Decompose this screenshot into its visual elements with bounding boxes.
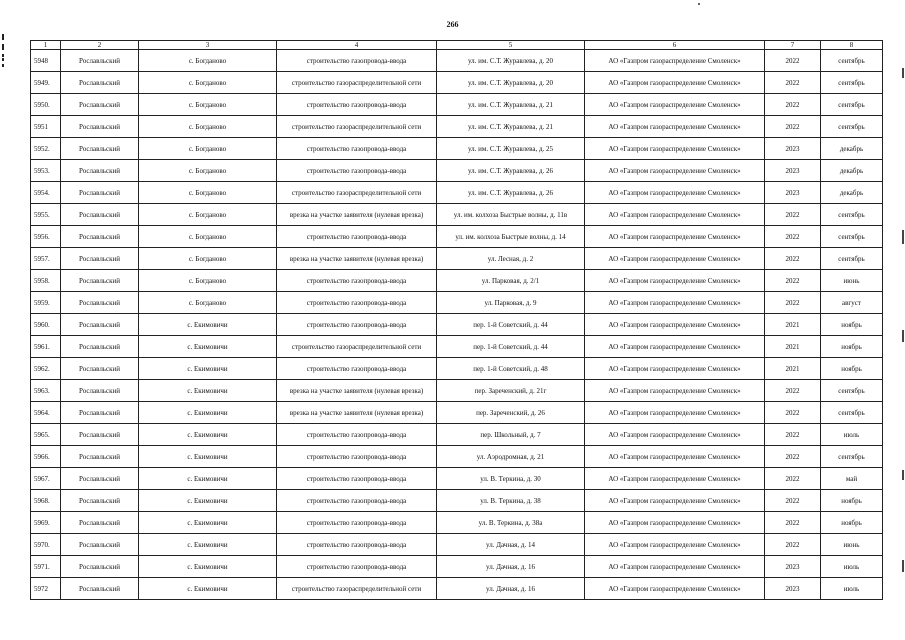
row-number-cell: 5956. xyxy=(31,226,61,248)
locality-cell: с. Екимовичи xyxy=(139,578,277,600)
table-row xyxy=(31,556,883,578)
district-cell: Рославльский xyxy=(61,226,139,248)
column-number-cell: 1 xyxy=(31,41,61,50)
district-cell: Рославльский xyxy=(61,116,139,138)
table-row xyxy=(31,94,883,116)
binding-hole-mark xyxy=(2,54,4,57)
district-cell: Рославльский xyxy=(61,50,139,72)
month-cell: декабрь xyxy=(821,160,883,182)
year-cell: 2023 xyxy=(765,578,821,600)
address-cell: ул. им. С.Т. Журавлева, д. 25 xyxy=(437,138,585,160)
month-cell: май xyxy=(821,468,883,490)
address-cell: ул. им. колхоза Быстрые волны, д. 11в xyxy=(437,204,585,226)
organization-cell: АО «Газпром газораспределение Смоленск» xyxy=(585,380,765,402)
table-row xyxy=(31,402,883,424)
month-cell: сентябрь xyxy=(821,226,883,248)
locality-cell: с. Богданово xyxy=(139,204,277,226)
year-cell: 2022 xyxy=(765,424,821,446)
address-cell: ул. им. С.Т. Журавлева, д. 26 xyxy=(437,160,585,182)
table-row xyxy=(31,468,883,490)
address-cell: ул. им. С.Т. Журавлева, д. 20 xyxy=(437,50,585,72)
work-type-cell: строительство газопровода-ввода xyxy=(277,292,437,314)
month-cell: август xyxy=(821,292,883,314)
address-cell: ул. им. С.Т. Журавлева, д. 21 xyxy=(437,116,585,138)
address-cell: пер. Школьный, д. 7 xyxy=(437,424,585,446)
address-cell: ул. Дачная, д. 14 xyxy=(437,534,585,556)
organization-cell: АО «Газпром газораспределение Смоленск» xyxy=(585,446,765,468)
month-cell: ноябрь xyxy=(821,314,883,336)
district-cell: Рославльский xyxy=(61,490,139,512)
column-number-cell: 5 xyxy=(437,41,585,50)
locality-cell: с. Екимовичи xyxy=(139,424,277,446)
district-cell: Рославльский xyxy=(61,578,139,600)
organization-cell: АО «Газпром газораспределение Смоленск» xyxy=(585,138,765,160)
organization-cell: АО «Газпром газораспределение Смоленск» xyxy=(585,534,765,556)
work-type-cell: строительство газопровода-ввода xyxy=(277,50,437,72)
address-cell: ул. им. С.Т. Журавлева, д. 26 xyxy=(437,182,585,204)
locality-cell: с. Екимовичи xyxy=(139,490,277,512)
row-number-cell: 5950. xyxy=(31,94,61,116)
year-cell: 2022 xyxy=(765,226,821,248)
month-cell: сентябрь xyxy=(821,248,883,270)
table-row xyxy=(31,160,883,182)
row-number-cell: 5972 xyxy=(31,578,61,600)
organization-cell: АО «Газпром газораспределение Смоленск» xyxy=(585,160,765,182)
year-cell: 2022 xyxy=(765,468,821,490)
organization-cell: АО «Газпром газораспределение Смоленск» xyxy=(585,226,765,248)
binding-hole-mark xyxy=(2,44,4,50)
table-row xyxy=(31,578,883,600)
table-row xyxy=(31,380,883,402)
year-cell: 2022 xyxy=(765,50,821,72)
table-row xyxy=(31,292,883,314)
district-cell: Рославльский xyxy=(61,446,139,468)
district-cell: Рославльский xyxy=(61,248,139,270)
month-cell: сентябрь xyxy=(821,50,883,72)
work-type-cell: строительство газопровода-ввода xyxy=(277,270,437,292)
row-number-cell: 5961. xyxy=(31,336,61,358)
column-number-cell: 4 xyxy=(277,41,437,50)
work-type-cell: строительство газопровода-ввода xyxy=(277,226,437,248)
address-cell: ул. Парковая, д. 9 xyxy=(437,292,585,314)
month-cell: декабрь xyxy=(821,138,883,160)
organization-cell: АО «Газпром газораспределение Смоленск» xyxy=(585,248,765,270)
year-cell: 2023 xyxy=(765,556,821,578)
table-row xyxy=(31,72,883,94)
work-type-cell: врезка на участке заявителя (нулевая врезка) xyxy=(277,204,437,226)
district-cell: Рославльский xyxy=(61,402,139,424)
year-cell: 2023 xyxy=(765,160,821,182)
year-cell: 2022 xyxy=(765,270,821,292)
month-cell: июль xyxy=(821,556,883,578)
row-number-cell: 5959. xyxy=(31,292,61,314)
address-cell: ул. им. С.Т. Журавлева, д. 21 xyxy=(437,94,585,116)
locality-cell: с. Екимовичи xyxy=(139,314,277,336)
address-cell: ул. Лесная, д. 2 xyxy=(437,248,585,270)
row-number-cell: 5957. xyxy=(31,248,61,270)
month-cell: ноябрь xyxy=(821,512,883,534)
locality-cell: с. Богданово xyxy=(139,182,277,204)
month-cell: июнь xyxy=(821,534,883,556)
table-row xyxy=(31,226,883,248)
table-row xyxy=(31,446,883,468)
address-cell: ул. В. Теркина, д. 30 xyxy=(437,468,585,490)
organization-cell: АО «Газпром газораспределение Смоленск» xyxy=(585,578,765,600)
work-type-cell: строительство газопровода-ввода xyxy=(277,534,437,556)
year-cell: 2022 xyxy=(765,72,821,94)
address-cell: ул. Аэродромная, д. 21 xyxy=(437,446,585,468)
table-row xyxy=(31,50,883,72)
row-number-cell: 5960. xyxy=(31,314,61,336)
organization-cell: АО «Газпром газораспределение Смоленск» xyxy=(585,490,765,512)
address-cell: ул. Дачная, д. 16 xyxy=(437,556,585,578)
locality-cell: с. Богданово xyxy=(139,292,277,314)
district-cell: Рославльский xyxy=(61,292,139,314)
year-cell: 2022 xyxy=(765,94,821,116)
work-type-cell: строительство газопровода-ввода xyxy=(277,314,437,336)
table-row xyxy=(31,138,883,160)
year-cell: 2023 xyxy=(765,182,821,204)
row-number-cell: 5967. xyxy=(31,468,61,490)
organization-cell: АО «Газпром газораспределение Смоленск» xyxy=(585,270,765,292)
address-cell: пер. Зареченский, д. 26 xyxy=(437,402,585,424)
table-row xyxy=(31,182,883,204)
locality-cell: с. Богданово xyxy=(139,248,277,270)
district-cell: Рославльский xyxy=(61,270,139,292)
year-cell: 2022 xyxy=(765,490,821,512)
locality-cell: с. Богданово xyxy=(139,50,277,72)
row-number-cell: 5963. xyxy=(31,380,61,402)
scan-edge-mark xyxy=(902,470,904,480)
month-cell: ноябрь xyxy=(821,358,883,380)
year-cell: 2022 xyxy=(765,402,821,424)
organization-cell: АО «Газпром газораспределение Смоленск» xyxy=(585,204,765,226)
work-type-cell: строительство газораспределительной сети xyxy=(277,72,437,94)
table-row xyxy=(31,358,883,380)
locality-cell: с. Богданово xyxy=(139,138,277,160)
district-cell: Рославльский xyxy=(61,534,139,556)
locality-cell: с. Екимовичи xyxy=(139,358,277,380)
organization-cell: АО «Газпром газораспределение Смоленск» xyxy=(585,116,765,138)
row-number-cell: 5965. xyxy=(31,424,61,446)
scan-dust-mark xyxy=(698,3,700,5)
district-cell: Рославльский xyxy=(61,358,139,380)
work-type-cell: врезка на участке заявителя (нулевая врезка) xyxy=(277,402,437,424)
district-cell: Рославльский xyxy=(61,314,139,336)
organization-cell: АО «Газпром газораспределение Смоленск» xyxy=(585,468,765,490)
locality-cell: с. Екимовичи xyxy=(139,402,277,424)
year-cell: 2022 xyxy=(765,380,821,402)
district-cell: Рославльский xyxy=(61,380,139,402)
year-cell: 2022 xyxy=(765,292,821,314)
locality-cell: с. Богданово xyxy=(139,270,277,292)
column-number-row xyxy=(31,41,883,50)
organization-cell: АО «Газпром газораспределение Смоленск» xyxy=(585,358,765,380)
year-cell: 2022 xyxy=(765,116,821,138)
row-number-cell: 5969. xyxy=(31,512,61,534)
district-cell: Рославльский xyxy=(61,336,139,358)
month-cell: сентябрь xyxy=(821,402,883,424)
work-type-cell: строительство газораспределительной сети xyxy=(277,116,437,138)
table-row xyxy=(31,336,883,358)
month-cell: июнь xyxy=(821,270,883,292)
row-number-cell: 5958. xyxy=(31,270,61,292)
address-cell: пер. 1-й Советский, д. 48 xyxy=(437,358,585,380)
binding-hole-mark xyxy=(2,64,4,67)
organization-cell: АО «Газпром газораспределение Смоленск» xyxy=(585,556,765,578)
binding-hole-mark xyxy=(2,34,4,40)
address-cell: пер. 1-й Советский, д. 44 xyxy=(437,314,585,336)
address-cell: пер. Зареченский, д. 21г xyxy=(437,380,585,402)
column-number-cell: 7 xyxy=(765,41,821,50)
row-number-cell: 5954. xyxy=(31,182,61,204)
work-type-cell: строительство газопровода-ввода xyxy=(277,160,437,182)
month-cell: сентябрь xyxy=(821,94,883,116)
table-row xyxy=(31,534,883,556)
table-row xyxy=(31,512,883,534)
address-cell: ул. им. С.Т. Журавлева, д. 20 xyxy=(437,72,585,94)
row-number-cell: 5966. xyxy=(31,446,61,468)
organization-cell: АО «Газпром газораспределение Смоленск» xyxy=(585,50,765,72)
table-body xyxy=(31,41,883,600)
year-cell: 2022 xyxy=(765,512,821,534)
page-number: 266 xyxy=(446,20,459,29)
district-cell: Рославльский xyxy=(61,138,139,160)
work-type-cell: строительство газопровода-ввода xyxy=(277,358,437,380)
work-type-cell: врезка на участке заявителя (нулевая врезка) xyxy=(277,248,437,270)
organization-cell: АО «Газпром газораспределение Смоленск» xyxy=(585,424,765,446)
column-number-cell: 6 xyxy=(585,41,765,50)
address-cell: ул. Парковая, д. 2/1 xyxy=(437,270,585,292)
year-cell: 2021 xyxy=(765,358,821,380)
organization-cell: АО «Газпром газораспределение Смоленск» xyxy=(585,402,765,424)
district-cell: Рославльский xyxy=(61,204,139,226)
address-cell: ул. им. колхоза Быстрые волны, д. 14 xyxy=(437,226,585,248)
month-cell: сентябрь xyxy=(821,380,883,402)
district-cell: Рославльский xyxy=(61,468,139,490)
row-number-cell: 5952. xyxy=(31,138,61,160)
locality-cell: с. Богданово xyxy=(139,226,277,248)
work-type-cell: строительство газопровода-ввода xyxy=(277,556,437,578)
address-cell: ул. В. Теркина, д. 38а xyxy=(437,512,585,534)
locality-cell: с. Екимовичи xyxy=(139,556,277,578)
year-cell: 2022 xyxy=(765,534,821,556)
table-row xyxy=(31,204,883,226)
organization-cell: АО «Газпром газораспределение Смоленск» xyxy=(585,314,765,336)
work-type-cell: врезка на участке заявителя (нулевая врезка) xyxy=(277,380,437,402)
row-number-cell: 5951 xyxy=(31,116,61,138)
district-cell: Рославльский xyxy=(61,424,139,446)
month-cell: сентябрь xyxy=(821,446,883,468)
scan-edge-mark xyxy=(902,230,904,244)
organization-cell: АО «Газпром газораспределение Смоленск» xyxy=(585,292,765,314)
scan-edge-mark xyxy=(902,68,904,78)
district-cell: Рославльский xyxy=(61,512,139,534)
work-type-cell: строительство газопровода-ввода xyxy=(277,512,437,534)
district-cell: Рославльский xyxy=(61,72,139,94)
year-cell: 2022 xyxy=(765,204,821,226)
organization-cell: АО «Газпром газораспределение Смоленск» xyxy=(585,512,765,534)
row-number-cell: 5971. xyxy=(31,556,61,578)
locality-cell: с. Богданово xyxy=(139,72,277,94)
locality-cell: с. Екимовичи xyxy=(139,534,277,556)
binding-hole-mark xyxy=(2,58,4,61)
column-number-cell: 3 xyxy=(139,41,277,50)
column-number-cell: 2 xyxy=(61,41,139,50)
locality-cell: с. Богданово xyxy=(139,160,277,182)
district-cell: Рославльский xyxy=(61,160,139,182)
month-cell: ноябрь xyxy=(821,490,883,512)
row-number-cell: 5970. xyxy=(31,534,61,556)
table-row xyxy=(31,248,883,270)
district-cell: Рославльский xyxy=(61,182,139,204)
locality-cell: с. Екимовичи xyxy=(139,512,277,534)
year-cell: 2021 xyxy=(765,314,821,336)
table-row xyxy=(31,270,883,292)
organization-cell: АО «Газпром газораспределение Смоленск» xyxy=(585,72,765,94)
row-number-cell: 5962. xyxy=(31,358,61,380)
row-number-cell: 5968. xyxy=(31,490,61,512)
work-type-cell: строительство газопровода-ввода xyxy=(277,446,437,468)
work-type-cell: строительство газопровода-ввода xyxy=(277,490,437,512)
locality-cell: с. Екимовичи xyxy=(139,446,277,468)
address-cell: ул. Дачная, д. 16 xyxy=(437,578,585,600)
address-cell: пер. 1-й Советский, д. 44 xyxy=(437,336,585,358)
locality-cell: с. Екимовичи xyxy=(139,336,277,358)
month-cell: сентябрь xyxy=(821,72,883,94)
table-row xyxy=(31,424,883,446)
organization-cell: АО «Газпром газораспределение Смоленск» xyxy=(585,336,765,358)
year-cell: 2023 xyxy=(765,138,821,160)
locality-cell: с. Екимовичи xyxy=(139,380,277,402)
register-table xyxy=(30,40,883,600)
row-number-cell: 5949. xyxy=(31,72,61,94)
locality-cell: с. Богданово xyxy=(139,94,277,116)
month-cell: июль xyxy=(821,578,883,600)
scan-edge-mark xyxy=(902,560,904,572)
address-cell: ул. В. Теркина, д. 38 xyxy=(437,490,585,512)
district-cell: Рославльский xyxy=(61,556,139,578)
organization-cell: АО «Газпром газораспределение Смоленск» xyxy=(585,182,765,204)
row-number-cell: 5964. xyxy=(31,402,61,424)
scan-edge-mark xyxy=(902,330,904,342)
work-type-cell: строительство газопровода-ввода xyxy=(277,138,437,160)
work-type-cell: строительство газораспределительной сети xyxy=(277,336,437,358)
month-cell: июль xyxy=(821,424,883,446)
year-cell: 2022 xyxy=(765,446,821,468)
table-row xyxy=(31,116,883,138)
column-number-cell: 8 xyxy=(821,41,883,50)
year-cell: 2021 xyxy=(765,336,821,358)
locality-cell: с. Богданово xyxy=(139,116,277,138)
month-cell: декабрь xyxy=(821,182,883,204)
organization-cell: АО «Газпром газораспределение Смоленск» xyxy=(585,94,765,116)
month-cell: ноябрь xyxy=(821,336,883,358)
row-number-cell: 5948 xyxy=(31,50,61,72)
work-type-cell: строительство газораспределительной сети xyxy=(277,578,437,600)
row-number-cell: 5953. xyxy=(31,160,61,182)
month-cell: сентябрь xyxy=(821,116,883,138)
work-type-cell: строительство газопровода-ввода xyxy=(277,468,437,490)
year-cell: 2022 xyxy=(765,248,821,270)
district-cell: Рославльский xyxy=(61,94,139,116)
table-row xyxy=(31,314,883,336)
locality-cell: с. Екимовичи xyxy=(139,468,277,490)
work-type-cell: строительство газораспределительной сети xyxy=(277,182,437,204)
work-type-cell: строительство газопровода-ввода xyxy=(277,424,437,446)
work-type-cell: строительство газопровода-ввода xyxy=(277,94,437,116)
month-cell: сентябрь xyxy=(821,204,883,226)
row-number-cell: 5955. xyxy=(31,204,61,226)
table-row xyxy=(31,490,883,512)
